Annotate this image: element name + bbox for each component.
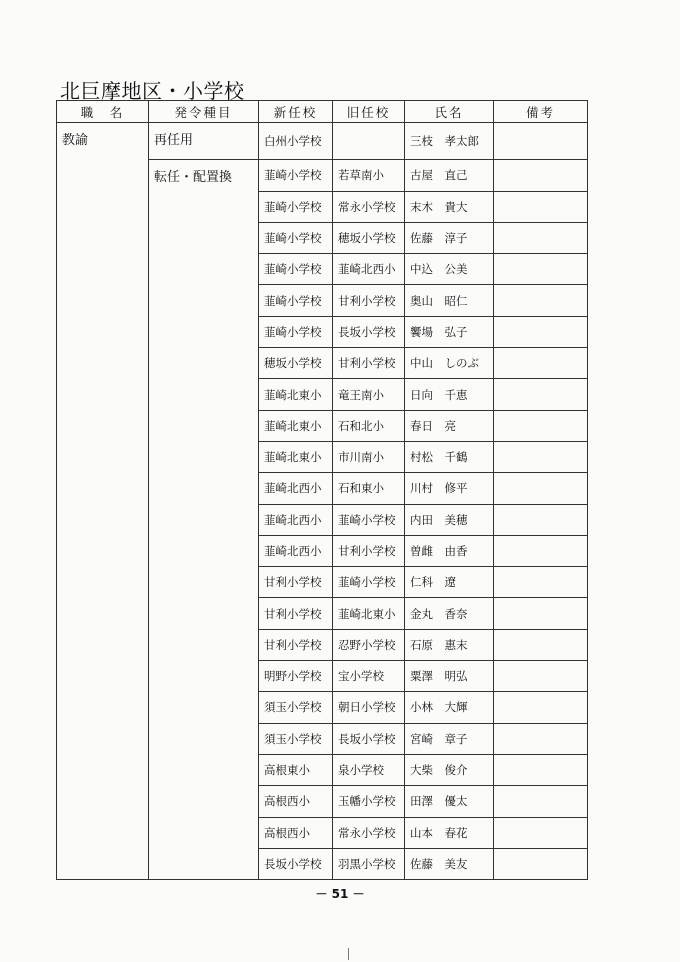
- old-school-cell: 玉幡小学校: [333, 786, 405, 817]
- name-cell: 石原 惠末: [405, 629, 494, 660]
- old-school-cell: 宝小学校: [333, 661, 405, 692]
- name-cell: 佐藤 淳子: [405, 222, 494, 253]
- new-school-cell: 甘利小学校: [259, 567, 333, 598]
- name-cell: 川村 修平: [405, 473, 494, 504]
- name-cell: 佐藤 美友: [405, 848, 494, 879]
- name-cell: 奥山 昭仁: [405, 285, 494, 316]
- new-school-cell: 韮崎小学校: [259, 254, 333, 285]
- name-cell: 曽雌 由香: [405, 535, 494, 566]
- old-school-cell: [333, 123, 405, 160]
- old-school-cell: 韮崎小学校: [333, 504, 405, 535]
- new-school-cell: 長坂小学校: [259, 848, 333, 879]
- old-school-cell: 甘利小学校: [333, 285, 405, 316]
- name-cell: 中山 しのぶ: [405, 348, 494, 379]
- note-cell: [494, 473, 588, 504]
- new-school-cell: 韮崎小学校: [259, 316, 333, 347]
- header-kind: 発令種目: [149, 101, 259, 123]
- new-school-cell: 韮崎小学校: [259, 285, 333, 316]
- name-cell: 内田 美穂: [405, 504, 494, 535]
- note-cell: [494, 191, 588, 222]
- old-school-cell: 竜王南小: [333, 379, 405, 410]
- new-school-cell: 甘利小学校: [259, 629, 333, 660]
- old-school-cell: 韮崎北西小: [333, 254, 405, 285]
- name-cell: 田澤 優太: [405, 786, 494, 817]
- old-school-cell: 長坂小学校: [333, 723, 405, 754]
- new-school-cell: 穂坂小学校: [259, 348, 333, 379]
- note-cell: [494, 504, 588, 535]
- old-school-cell: 韮崎北東小: [333, 598, 405, 629]
- new-school-cell: 高根東小: [259, 754, 333, 785]
- old-school-cell: 朝日小学校: [333, 692, 405, 723]
- name-cell: 日向 千恵: [405, 379, 494, 410]
- note-cell: [494, 410, 588, 441]
- note-cell: [494, 160, 588, 191]
- name-cell: 宮崎 章子: [405, 723, 494, 754]
- name-cell: 粟澤 明弘: [405, 661, 494, 692]
- note-cell: [494, 567, 588, 598]
- old-school-cell: 穂坂小学校: [333, 222, 405, 253]
- table-row: [57, 123, 588, 160]
- note-cell: [494, 723, 588, 754]
- note-cell: [494, 379, 588, 410]
- note-cell: [494, 661, 588, 692]
- table-body: [57, 123, 588, 880]
- name-cell: 末木 貴大: [405, 191, 494, 222]
- note-cell: [494, 535, 588, 566]
- name-cell: 中込 公美: [405, 254, 494, 285]
- old-school-cell: 常永小学校: [333, 817, 405, 848]
- header-old-school: 旧任校: [333, 101, 405, 123]
- name-cell: 山本 春花: [405, 817, 494, 848]
- new-school-cell: 韮崎北東小: [259, 441, 333, 472]
- table-header-row: [57, 101, 588, 123]
- old-school-cell: 甘利小学校: [333, 348, 405, 379]
- new-school-cell: 韮崎小学校: [259, 160, 333, 191]
- appointment-kind-cell: 再任用: [149, 123, 259, 160]
- note-cell: [494, 598, 588, 629]
- note-cell: [494, 692, 588, 723]
- note-cell: [494, 285, 588, 316]
- name-cell: 村松 千鶴: [405, 441, 494, 472]
- note-cell: [494, 848, 588, 879]
- old-school-cell: 泉小学校: [333, 754, 405, 785]
- job-title-cell: 教諭: [57, 123, 149, 880]
- header-note: 備考: [494, 101, 588, 123]
- name-cell: 金丸 香奈: [405, 598, 494, 629]
- name-cell: 仁科 遼: [405, 567, 494, 598]
- new-school-cell: 韮崎小学校: [259, 222, 333, 253]
- name-cell: 小林 大輝: [405, 692, 494, 723]
- new-school-cell: 韮崎小学校: [259, 191, 333, 222]
- note-cell: [494, 786, 588, 817]
- new-school-cell: 須玉小学校: [259, 692, 333, 723]
- old-school-cell: 韮崎小学校: [333, 567, 405, 598]
- header-job: 職 名: [57, 101, 149, 123]
- new-school-cell: 韮崎北東小: [259, 379, 333, 410]
- note-cell: [494, 817, 588, 848]
- note-cell: [494, 123, 588, 160]
- note-cell: [494, 754, 588, 785]
- name-cell: 大柴 俊介: [405, 754, 494, 785]
- new-school-cell: 韮崎北西小: [259, 535, 333, 566]
- page-number: － 51 －: [315, 887, 365, 901]
- new-school-cell: 韮崎北西小: [259, 504, 333, 535]
- old-school-cell: 市川南小: [333, 441, 405, 472]
- note-cell: [494, 348, 588, 379]
- old-school-cell: 長坂小学校: [333, 316, 405, 347]
- old-school-cell: 羽黒小学校: [333, 848, 405, 879]
- old-school-cell: 若草南小: [333, 160, 405, 191]
- new-school-cell: 明野小学校: [259, 661, 333, 692]
- new-school-cell: 須玉小学校: [259, 723, 333, 754]
- binding-mark: [348, 948, 349, 960]
- new-school-cell: 韮崎北西小: [259, 473, 333, 504]
- old-school-cell: 常永小学校: [333, 191, 405, 222]
- new-school-cell: 甘利小学校: [259, 598, 333, 629]
- name-cell: 古屋 直己: [405, 160, 494, 191]
- new-school-cell: 韮崎北東小: [259, 410, 333, 441]
- old-school-cell: 忍野小学校: [333, 629, 405, 660]
- note-cell: [494, 316, 588, 347]
- header-new-school: 新任校: [259, 101, 333, 123]
- old-school-cell: 甘利小学校: [333, 535, 405, 566]
- note-cell: [494, 254, 588, 285]
- note-cell: [494, 629, 588, 660]
- new-school-cell: 高根西小: [259, 817, 333, 848]
- old-school-cell: 石和北小: [333, 410, 405, 441]
- new-school-cell: 白州小学校: [259, 123, 333, 160]
- old-school-cell: 石和東小: [333, 473, 405, 504]
- name-cell: 三枝 孝太郎: [405, 123, 494, 160]
- appointment-kind-cell: 転任・配置換: [149, 160, 259, 880]
- note-cell: [494, 441, 588, 472]
- personnel-table: [56, 100, 588, 880]
- new-school-cell: 高根西小: [259, 786, 333, 817]
- page-title: 北巨摩地区・小学校: [60, 79, 245, 104]
- name-cell: 饗場 弘子: [405, 316, 494, 347]
- header-name: 氏名: [405, 101, 494, 123]
- name-cell: 春日 亮: [405, 410, 494, 441]
- note-cell: [494, 222, 588, 253]
